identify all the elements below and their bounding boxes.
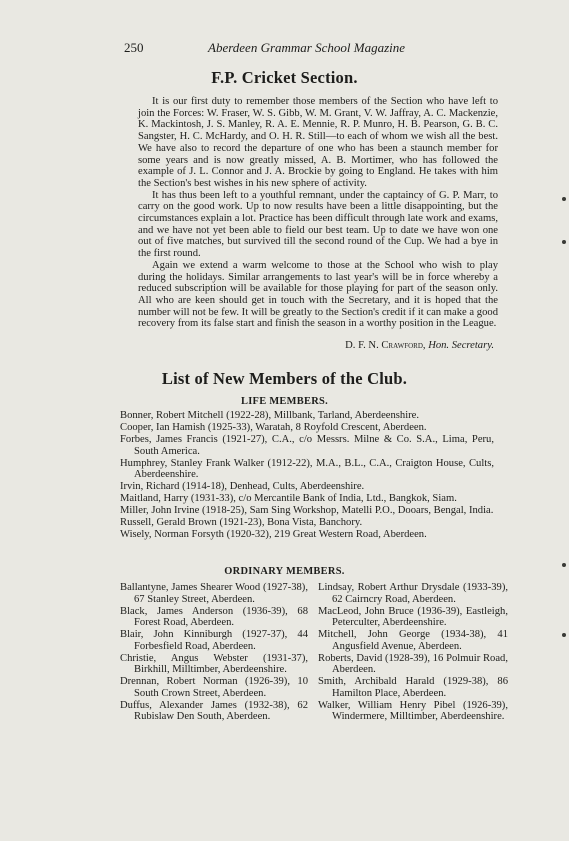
- list-item: Forbes, James Francis (1921-27), C.A., c/o Messrs. Milne & Co. S.A., Lima, Peru, South America.: [120, 433, 494, 457]
- list-item: Cooper, Ian Hamish (1925-33), Waratah, 8 Royfold Crescent, Aberdeen.: [120, 421, 427, 433]
- running-title: Aberdeen Grammar School Magazine: [208, 40, 406, 55]
- list-item: Bonner, Robert Mitchell (1922-28), Millbank, Tarland, Aberdeenshire.: [120, 410, 420, 421]
- list-item: Duffus, Alexander James (1932-38), 62 Rubislaw Den South, Aberdeen.: [120, 699, 308, 723]
- list-item: Drennan, Robert Norman (1926-39), 10 South Crown Street, Aberdeen.: [120, 676, 308, 699]
- list-item: Russell, Gerald Brown (1921-23), Bona Vista, Banchory.: [120, 517, 363, 529]
- list-item: Walker, William Henry Pibel (1926-39), Windermere, Milltimber, Aberdeenshire.: [318, 699, 508, 723]
- signature: [138, 340, 494, 351]
- list-item: Christie, Angus Webster (1931-37), Birkhill, Milltimber, Aberdeenshire.: [120, 652, 308, 676]
- list-item: Ballantyne, James Shearer Wood (1927-38), 67 Stanley Street, Aberdeen.: [120, 582, 308, 605]
- list-item: Blair, John Kinniburgh (1927-37), 44 Forbesfield Road, Aberdeen.: [120, 629, 308, 652]
- cricket-paragraph: Again we extend a warm welcome to those at the School who wish to play during the holidays. Similar arrangements to last year's will be in force whereby a reduced subscription will be available for those playing for part of the season only. All who are keen should get in touch with the Secretary, and it is hoped that the number will not be few. It will be greatly to the Section's credit if it can make a good recovery from its false start and finish the season in a worthy position in the League.: [138, 259, 498, 330]
- list-item: Mitchell, John George (1934-38), 41 Angusfield Avenue, Aberdeen.: [318, 629, 508, 652]
- signature-role: Hon. Secretary.: [428, 340, 494, 351]
- scan-speck: [562, 563, 566, 567]
- list-item: Lindsay, Robert Arthur Drysdale (1933-39), 62 Cairncry Road, Aberdeen.: [318, 582, 508, 605]
- list-item: Irvin, Richard (1914-18), Denhead, Cults, Aberdeenshire.: [120, 481, 365, 493]
- ordinary-members-heading: ORDINARY MEMBERS.: [224, 566, 345, 577]
- list-item: MacLeod, John Bruce (1936-39), Eastleigh, Peterculter, Aberdeenshire.: [318, 605, 508, 629]
- list-item: Black, James Anderson (1936-39), 68 Forest Road, Aberdeen.: [120, 605, 308, 629]
- page-number: 250: [124, 40, 144, 55]
- signature-name: D. F. N. Crawford,: [345, 340, 426, 351]
- ordinary-members-right-column: [318, 582, 508, 723]
- cricket-paragraph: It is our first duty to remember those members of the Section who have left to join the Forces: W. Fraser, W. S. Gibb, W. M. Grant, V. W. Jaffray, A. C. Mackenzie, K. Mackintosh, J. S. Manley, R. A. E. Mennie, R. P. Munro, H. B. Pearson, G. B. C. Sangster, H. C. McHardy, and O. H. R. Still—to each of whom we wish all the best. We have also to record the departure of one who has been a staunch member for some years and is now greatly missed, A. B. Mortimer, who has followed the example of J. L. Connor and J. A. Brockie by going to England. He takes with him the Section's best wishes in his new sphere of activity.: [138, 96, 498, 189]
- cricket-paragraph: It has thus been left to a youthful remnant, under the captaincy of G. P. Marr, to carry on the good work. Up to now results have been a little disappointing, but the circumstances explain a lot. Practice has been difficult through late work and exams, and we have not yet been able to field our best team. Up to date we have won one out of five matches, but survived till the second round of the Cup. We had a bye in the first round.: [138, 189, 498, 260]
- list-item: Roberts, David (1928-39), 16 Polmuir Road, Aberdeen.: [318, 652, 508, 676]
- life-members-heading: LIFE MEMBERS.: [240, 396, 329, 407]
- life-members-list: [120, 410, 494, 541]
- list-item: Wisely, Norman Forsyth (1920-32), 219 Great Western Road, Aberdeen.: [120, 529, 427, 541]
- ordinary-members-left-column: [120, 582, 308, 723]
- list-item: Humphrey, Stanley Frank Walker (1912-22), M.A., B.L., C.A., Craigton House, Cults, Aberdeenshire.: [120, 457, 494, 481]
- scan-speck: [562, 197, 566, 201]
- scan-speck: [562, 633, 566, 637]
- cricket-report: [138, 96, 498, 330]
- cricket-section-title: F.P. Cricket Section.: [211, 68, 358, 87]
- scan-speck: [562, 240, 566, 244]
- list-item: Maitland, Harry (1931-33), c/o Mercantile Bank of India, Ltd., Bangkok, Siam.: [120, 493, 457, 505]
- list-item: Smith, Archibald Harald (1929-38), 86 Hamilton Place, Aberdeen.: [318, 676, 508, 699]
- members-section-title: List of New Members of the Club.: [161, 369, 408, 388]
- list-item: Miller, John Irvine (1918-25), Sam Sing Workshop, Matelli P.O., Dooars, Bengal, India.: [120, 505, 494, 517]
